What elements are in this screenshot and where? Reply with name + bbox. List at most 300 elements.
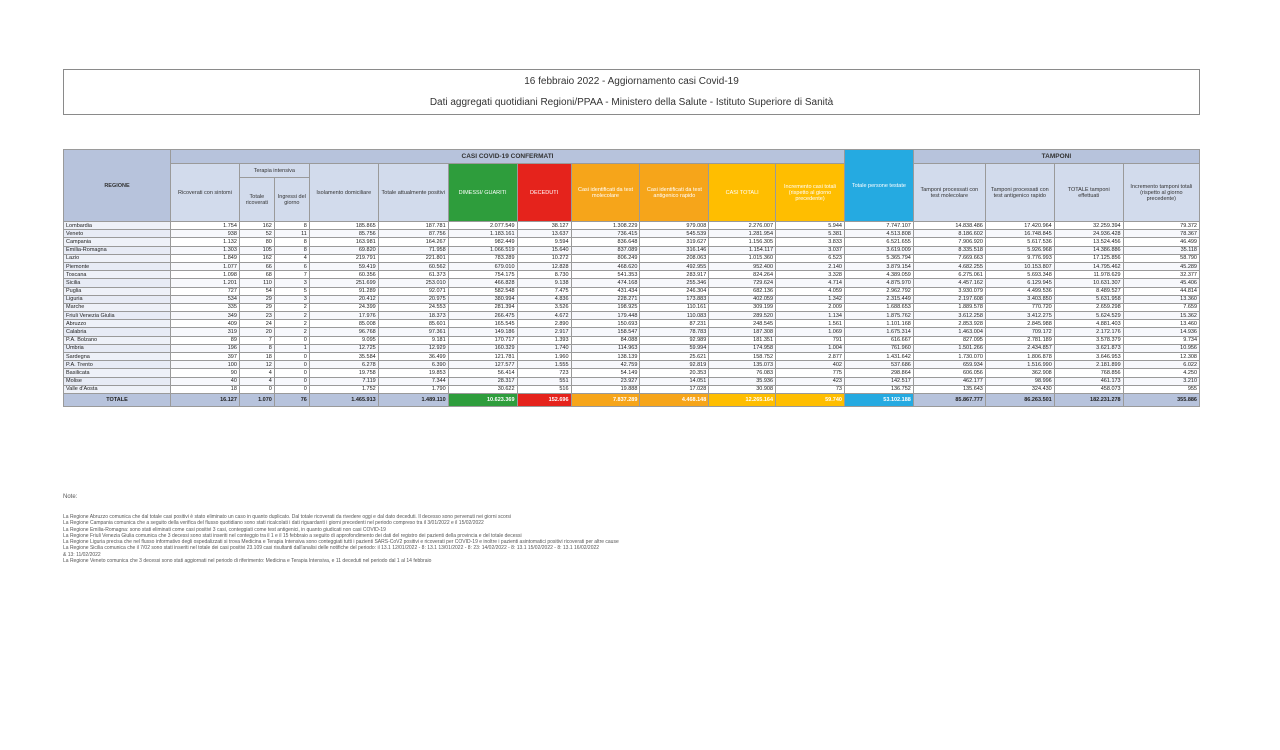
value-cell: 6.022: [1123, 361, 1199, 369]
region-name-cell: Emilia-Romagna: [64, 246, 171, 254]
value-cell: 12.308: [1123, 353, 1199, 361]
header-persone-testate: Totale persone testate: [844, 150, 913, 222]
table-row: [64, 353, 1200, 361]
value-cell: 0: [274, 369, 309, 377]
value-cell: 468.620: [571, 262, 640, 270]
value-cell: 160.329: [448, 344, 517, 352]
region-name-cell: Campania: [64, 238, 171, 246]
value-cell: 4.059: [776, 287, 845, 295]
value-cell: 87.231: [640, 320, 709, 328]
value-cell: 0: [274, 361, 309, 369]
table-row: [64, 238, 1200, 246]
value-cell: 466.828: [448, 279, 517, 287]
region-name-cell: Marche: [64, 303, 171, 311]
value-cell: 165.545: [448, 320, 517, 328]
value-cell: 1.561: [776, 320, 845, 328]
value-cell: 283.917: [640, 271, 709, 279]
value-cell: 3.646.953: [1054, 353, 1123, 361]
value-cell: 20.412: [309, 295, 378, 303]
value-cell: 110.161: [640, 303, 709, 311]
value-cell: 162: [239, 222, 274, 230]
value-cell: 248.545: [709, 320, 776, 328]
value-cell: 1.463.004: [913, 328, 985, 336]
table-row: [64, 295, 1200, 303]
value-cell: 3.037: [776, 246, 845, 254]
value-cell: 266.475: [448, 312, 517, 320]
region-name-cell: Sardegna: [64, 353, 171, 361]
value-cell: 2.181.899: [1054, 361, 1123, 369]
value-cell: 60.356: [309, 271, 378, 279]
value-cell: 12: [239, 361, 274, 369]
value-cell: 8.730: [517, 271, 571, 279]
value-cell: 423: [776, 377, 845, 385]
value-cell: 35.584: [309, 353, 378, 361]
value-cell: 30.622: [448, 385, 517, 393]
value-cell: 616.667: [844, 336, 913, 344]
value-cell: 4.513.808: [844, 230, 913, 238]
value-cell: 69.820: [309, 246, 378, 254]
total-value-cell: 10.623.369: [448, 393, 517, 406]
header-incremento-casi: Incremento casi totali (rispetto al giorno precedente): [776, 164, 845, 222]
value-cell: 46.499: [1123, 238, 1199, 246]
value-cell: 17.976: [309, 312, 378, 320]
value-cell: 1.393: [517, 336, 571, 344]
value-cell: 1.754: [171, 222, 240, 230]
value-cell: 10.956: [1123, 344, 1199, 352]
value-cell: 4.714: [776, 279, 845, 287]
value-cell: 5.381: [776, 230, 845, 238]
total-value-cell: 76: [274, 393, 309, 406]
header-tamponi-totale: TOTALE tamponi effettuati: [1054, 164, 1123, 222]
value-cell: 4: [274, 254, 309, 262]
total-value-cell: 86.263.501: [985, 393, 1054, 406]
value-cell: 1.806.878: [985, 353, 1054, 361]
value-cell: 3.328: [776, 271, 845, 279]
value-cell: 2.845.988: [985, 320, 1054, 328]
value-cell: 80: [239, 238, 274, 246]
value-cell: 35.936: [709, 377, 776, 385]
report-title: 16 febbraio 2022 - Aggiornamento casi Covid-19: [524, 76, 739, 87]
value-cell: 198.925: [571, 303, 640, 311]
total-value-cell: 16.127: [171, 393, 240, 406]
value-cell: 92.989: [640, 336, 709, 344]
value-cell: 458.073: [1054, 385, 1123, 393]
value-cell: 837.089: [571, 246, 640, 254]
value-cell: 114.963: [571, 344, 640, 352]
region-name-cell: Toscana: [64, 271, 171, 279]
value-cell: 659.934: [913, 361, 985, 369]
value-cell: 2.917: [517, 328, 571, 336]
value-cell: 827.095: [913, 336, 985, 344]
value-cell: 12.828: [517, 262, 571, 270]
value-cell: 92.819: [640, 361, 709, 369]
table-row: [64, 320, 1200, 328]
value-cell: 754.175: [448, 271, 517, 279]
header-deceduti: DECEDUTI: [517, 164, 571, 222]
value-cell: 6: [274, 262, 309, 270]
value-cell: 90: [171, 369, 240, 377]
value-cell: 32.377: [1123, 271, 1199, 279]
value-cell: 3.578.379: [1054, 336, 1123, 344]
value-cell: 324.430: [985, 385, 1054, 393]
value-cell: 1.156.305: [709, 238, 776, 246]
value-cell: 6.523: [776, 254, 845, 262]
table-row: [64, 385, 1200, 393]
value-cell: 60.562: [378, 262, 448, 270]
header-dimessi: DIMESSI/ GUARITI: [448, 164, 517, 222]
value-cell: 938: [171, 230, 240, 238]
value-cell: 4.389.059: [844, 271, 913, 279]
value-cell: 35.118: [1123, 246, 1199, 254]
value-cell: 255.346: [640, 279, 709, 287]
value-cell: 170.717: [448, 336, 517, 344]
value-cell: 2.853.928: [913, 320, 985, 328]
value-cell: 1.342: [776, 295, 845, 303]
value-cell: 729.624: [709, 279, 776, 287]
header-casi-confermati: CASI COVID-19 CONFERMATI: [171, 150, 845, 164]
value-cell: 319: [171, 328, 240, 336]
table-row: [64, 262, 1200, 270]
value-cell: 397: [171, 353, 240, 361]
value-cell: 461.173: [1054, 377, 1123, 385]
value-cell: 1.849: [171, 254, 240, 262]
table-row: [64, 369, 1200, 377]
value-cell: 17.420.964: [985, 222, 1054, 230]
value-cell: 219.791: [309, 254, 378, 262]
value-cell: 5.365.794: [844, 254, 913, 262]
value-cell: 1.015.360: [709, 254, 776, 262]
value-cell: 54: [239, 287, 274, 295]
value-cell: 5.617.536: [985, 238, 1054, 246]
table-row: [64, 279, 1200, 287]
value-cell: 2.140: [776, 262, 845, 270]
header-terapia-intensiva: Terapia intensiva: [239, 164, 309, 178]
value-cell: 6.129.945: [985, 279, 1054, 287]
value-cell: 3.210: [1123, 377, 1199, 385]
value-cell: 56.414: [448, 369, 517, 377]
value-cell: 6.390: [378, 361, 448, 369]
note-line: La Regione Friuli Venezia Giulia comunica che 3 decessi sono stati inseriti nel conteggio tra il 1 e il 15 febbraio a seguito di approfondimento dei dati del registro dei pazienti della provincia e del totale decessi: [63, 532, 522, 539]
value-cell: 3.612.258: [913, 312, 985, 320]
header-tamponi-antigenico: Tamponi processati con test antigenico rapido: [985, 164, 1054, 222]
value-cell: 19.758: [309, 369, 378, 377]
note-line: La Regione Sicilia comunica che il 7/02 sono stati inseriti nel totale dei casi positivi 23.109 casi risultanti dall'analisi delle notifiche del periodo: il 13.1 12/01/2022 - 8: 13.1 13/01/2022 - 8: 23: 14/02/2022 - 8: 13.1 15/02/2022 - 8: 13.1 16/02/2022: [63, 545, 600, 552]
value-cell: 5.944: [776, 222, 845, 230]
value-cell: 79.372: [1123, 222, 1199, 230]
value-cell: 14.838.486: [913, 222, 985, 230]
value-cell: 7.475: [517, 287, 571, 295]
value-cell: 54.149: [571, 369, 640, 377]
value-cell: 7: [274, 271, 309, 279]
value-cell: 682.136: [709, 287, 776, 295]
notes-title: Note:: [63, 494, 78, 500]
value-cell: 253.010: [378, 279, 448, 287]
value-cell: 89: [171, 336, 240, 344]
value-cell: 3.526: [517, 303, 571, 311]
value-cell: 679.010: [448, 262, 517, 270]
header-ti-totale: Totale ricoverati: [239, 178, 274, 222]
value-cell: 221.801: [378, 254, 448, 262]
value-cell: 18: [239, 353, 274, 361]
value-cell: 66: [239, 262, 274, 270]
value-cell: 24.399: [309, 303, 378, 311]
header-isolamento: Isolamento domiciliare: [309, 164, 378, 222]
value-cell: 791: [776, 336, 845, 344]
value-cell: 23: [239, 312, 274, 320]
value-cell: 38.127: [517, 222, 571, 230]
header-ricoverati: Ricoverati con sintomi: [171, 164, 240, 222]
value-cell: 8.335.518: [913, 246, 985, 254]
value-cell: 158.547: [571, 328, 640, 336]
value-cell: 8: [239, 344, 274, 352]
value-cell: 1: [274, 344, 309, 352]
value-cell: 1.555: [517, 361, 571, 369]
value-cell: 979.008: [640, 222, 709, 230]
value-cell: 29: [239, 303, 274, 311]
region-name-cell: Piemonte: [64, 262, 171, 270]
value-cell: 2.962.792: [844, 287, 913, 295]
value-cell: 14.795.462: [1054, 262, 1123, 270]
region-name-cell: P.A. Bolzano: [64, 336, 171, 344]
value-cell: 606.056: [913, 369, 985, 377]
value-cell: 163.981: [309, 238, 378, 246]
value-cell: 185.865: [309, 222, 378, 230]
value-cell: 474.168: [571, 279, 640, 287]
value-cell: 13.360: [1123, 295, 1199, 303]
value-cell: 78.367: [1123, 230, 1199, 238]
value-cell: 15.640: [517, 246, 571, 254]
total-value-cell: 1.489.110: [378, 393, 448, 406]
value-cell: 13.524.456: [1054, 238, 1123, 246]
value-cell: 85.601: [378, 320, 448, 328]
header-tamponi: TAMPONI: [913, 150, 1199, 164]
value-cell: 1.688.653: [844, 303, 913, 311]
value-cell: 7.669.663: [913, 254, 985, 262]
value-cell: 380.994: [448, 295, 517, 303]
region-name-cell: Umbria: [64, 344, 171, 352]
header-tamponi-incremento: Incremento tamponi totali (rispetto al giorno precedente): [1123, 164, 1199, 222]
value-cell: 71.958: [378, 246, 448, 254]
value-cell: 736.415: [571, 230, 640, 238]
value-cell: 492.955: [640, 262, 709, 270]
note-line: & 13: 11/02/2022: [63, 551, 101, 558]
value-cell: 7.906.920: [913, 238, 985, 246]
value-cell: 349: [171, 312, 240, 320]
value-cell: 409: [171, 320, 240, 328]
value-cell: 44.814: [1123, 287, 1199, 295]
value-cell: 1.004: [776, 344, 845, 352]
value-cell: 84.088: [571, 336, 640, 344]
value-cell: 173.883: [640, 295, 709, 303]
value-cell: 0: [274, 336, 309, 344]
value-cell: 8: [274, 222, 309, 230]
value-cell: 1.875.762: [844, 312, 913, 320]
value-cell: 709.172: [985, 328, 1054, 336]
value-cell: 2.077.549: [448, 222, 517, 230]
table-row: [64, 287, 1200, 295]
value-cell: 11: [274, 230, 309, 238]
value-cell: 7: [239, 336, 274, 344]
region-name-cell: Liguria: [64, 295, 171, 303]
value-cell: 3.621.873: [1054, 344, 1123, 352]
value-cell: 40: [171, 377, 240, 385]
value-cell: 2.172.176: [1054, 328, 1123, 336]
notes-section: [63, 494, 1200, 564]
total-value-cell: 7.837.289: [571, 393, 640, 406]
header-tamponi-molecolare: Tamponi processati con test molecolare: [913, 164, 985, 222]
value-cell: 24.553: [378, 303, 448, 311]
value-cell: 545.539: [640, 230, 709, 238]
value-cell: 8.186.602: [913, 230, 985, 238]
value-cell: 196: [171, 344, 240, 352]
value-cell: 4.875.970: [844, 279, 913, 287]
value-cell: 3.833: [776, 238, 845, 246]
value-cell: 68: [239, 271, 274, 279]
value-cell: 319.627: [640, 238, 709, 246]
region-name-cell: Basilicata: [64, 369, 171, 377]
value-cell: 18.373: [378, 312, 448, 320]
value-cell: 29: [239, 295, 274, 303]
value-cell: 1.281.954: [709, 230, 776, 238]
region-name-cell: Molise: [64, 377, 171, 385]
value-cell: 582.548: [448, 287, 517, 295]
header-casi-totali: CASI TOTALI: [709, 164, 776, 222]
region-name-cell: Calabria: [64, 328, 171, 336]
covid-data-table: [63, 149, 1200, 407]
value-cell: 7.747.107: [844, 222, 913, 230]
value-cell: 551: [517, 377, 571, 385]
total-value-cell: 1.070: [239, 393, 274, 406]
value-cell: 6.521.655: [844, 238, 913, 246]
value-cell: 85.756: [309, 230, 378, 238]
value-cell: 8.489.527: [1054, 287, 1123, 295]
report-subtitle: Dati aggregati quotidiani Regioni/PPAA - Ministero della Salute - Istituto Superiore di Sanità: [429, 97, 834, 108]
value-cell: 25.621: [640, 353, 709, 361]
value-cell: 2.877: [776, 353, 845, 361]
value-cell: 78.783: [640, 328, 709, 336]
table-row: [64, 344, 1200, 352]
value-cell: 97.361: [378, 328, 448, 336]
value-cell: 208.063: [640, 254, 709, 262]
value-cell: 0: [274, 353, 309, 361]
value-cell: 955: [1123, 385, 1199, 393]
value-cell: 2.276.007: [709, 222, 776, 230]
table-row: [64, 303, 1200, 311]
value-cell: 2.315.449: [844, 295, 913, 303]
value-cell: 110: [239, 279, 274, 287]
value-cell: 187.308: [709, 328, 776, 336]
region-name-cell: Friuli Venezia Giulia: [64, 312, 171, 320]
region-name-cell: Lazio: [64, 254, 171, 262]
value-cell: 982.449: [448, 238, 517, 246]
value-cell: 289.520: [709, 312, 776, 320]
value-cell: 335: [171, 303, 240, 311]
value-cell: 76.083: [709, 369, 776, 377]
value-cell: 3.412.275: [985, 312, 1054, 320]
table-row: [64, 361, 1200, 369]
value-cell: 1.960: [517, 353, 571, 361]
value-cell: 516: [517, 385, 571, 393]
value-cell: 19.888: [571, 385, 640, 393]
value-cell: 4: [239, 369, 274, 377]
value-cell: 5.624.529: [1054, 312, 1123, 320]
value-cell: 61.373: [378, 271, 448, 279]
region-name-cell: Veneto: [64, 230, 171, 238]
report-title-box: [63, 69, 1200, 115]
value-cell: 4.682.255: [913, 262, 985, 270]
value-cell: 18: [171, 385, 240, 393]
value-cell: 92.071: [378, 287, 448, 295]
value-cell: 541.353: [571, 271, 640, 279]
value-cell: 761.960: [844, 344, 913, 352]
value-cell: 316.146: [640, 246, 709, 254]
value-cell: 1.752: [309, 385, 378, 393]
region-name-cell: Lombardia: [64, 222, 171, 230]
value-cell: 1.066.519: [448, 246, 517, 254]
value-cell: 19.853: [378, 369, 448, 377]
value-cell: 20: [239, 328, 274, 336]
value-cell: 2.659.298: [1054, 303, 1123, 311]
value-cell: 9.734: [1123, 336, 1199, 344]
value-cell: 14.936: [1123, 328, 1199, 336]
value-cell: 24: [239, 320, 274, 328]
value-cell: 3: [274, 295, 309, 303]
value-cell: 4.499.536: [985, 287, 1054, 295]
table-row: [64, 254, 1200, 262]
value-cell: 7.119: [309, 377, 378, 385]
value-cell: 100: [171, 361, 240, 369]
value-cell: 309.199: [709, 303, 776, 311]
value-cell: 2: [274, 328, 309, 336]
value-cell: 52: [239, 230, 274, 238]
total-value-cell: 152.696: [517, 393, 571, 406]
value-cell: 824.264: [709, 271, 776, 279]
value-cell: 775: [776, 369, 845, 377]
table-row: [64, 328, 1200, 336]
value-cell: 11.978.629: [1054, 271, 1123, 279]
value-cell: 85.008: [309, 320, 378, 328]
value-cell: 402: [776, 361, 845, 369]
value-cell: 162: [239, 254, 274, 262]
value-cell: 5: [274, 287, 309, 295]
value-cell: 96.768: [309, 328, 378, 336]
value-cell: 1.134: [776, 312, 845, 320]
value-cell: 4.672: [517, 312, 571, 320]
total-value-cell: 4.468.148: [640, 393, 709, 406]
value-cell: 10.631.307: [1054, 279, 1123, 287]
value-cell: 150.693: [571, 320, 640, 328]
table-row: [64, 312, 1200, 320]
total-row: [64, 393, 1200, 406]
value-cell: 12.725: [309, 344, 378, 352]
value-cell: 1.501.266: [913, 344, 985, 352]
value-cell: 1.889.578: [913, 303, 985, 311]
value-cell: 2.434.857: [985, 344, 1054, 352]
value-cell: 1.790: [378, 385, 448, 393]
value-cell: 2.781.189: [985, 336, 1054, 344]
value-cell: 1.740: [517, 344, 571, 352]
value-cell: 6.278: [309, 361, 378, 369]
value-cell: 3.930.079: [913, 287, 985, 295]
notes-lines: [63, 514, 1200, 564]
value-cell: 1.516.990: [985, 361, 1054, 369]
value-cell: 2: [274, 312, 309, 320]
region-name-cell: P.A. Trento: [64, 361, 171, 369]
value-cell: 6.275.061: [913, 271, 985, 279]
value-cell: 9.594: [517, 238, 571, 246]
value-cell: 7.344: [378, 377, 448, 385]
header-positivi: Totale attualmente positivi: [378, 164, 448, 222]
